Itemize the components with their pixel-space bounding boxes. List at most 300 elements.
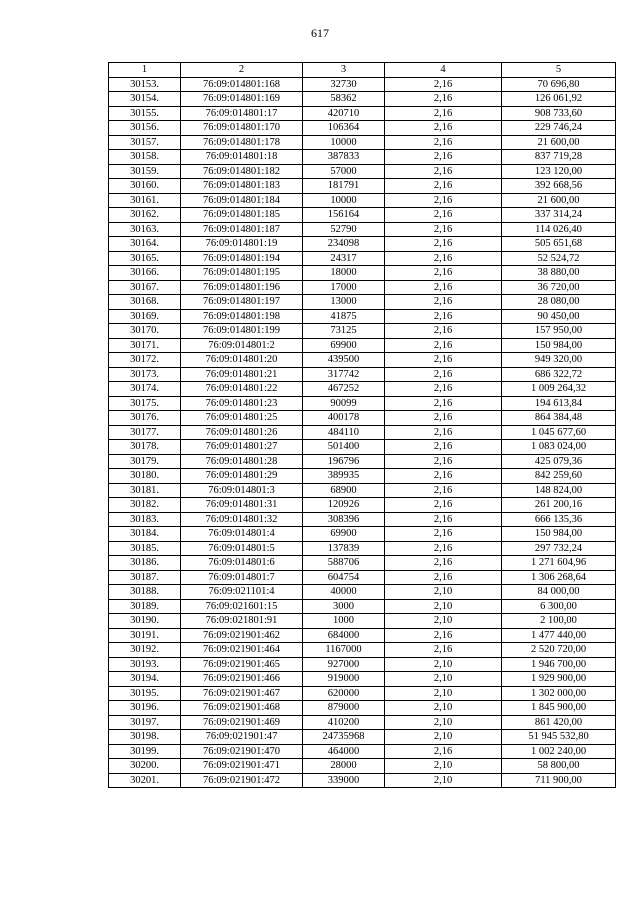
table-row: [109, 164, 616, 179]
table-row: [109, 672, 616, 687]
area-cell: 339000: [303, 773, 385, 788]
area-cell: 106364: [303, 121, 385, 136]
rate-cell: 2,16: [385, 483, 502, 498]
cadastral-number-cell: 76:09:021601:15: [181, 599, 303, 614]
table-row: [109, 556, 616, 571]
value-cell: 837 719,28: [502, 150, 616, 165]
value-cell: 194 613,84: [502, 396, 616, 411]
area-cell: 420710: [303, 106, 385, 121]
row-number-cell: 30156.: [109, 121, 181, 136]
value-cell: 337 314,24: [502, 208, 616, 223]
area-cell: 40000: [303, 585, 385, 600]
value-cell: 505 651,68: [502, 237, 616, 252]
cadastral-number-cell: 76:09:014801:29: [181, 469, 303, 484]
row-number-cell: 30182.: [109, 498, 181, 513]
area-cell: 684000: [303, 628, 385, 643]
cadastral-number-cell: 76:09:014801:20: [181, 353, 303, 368]
table-row: [109, 715, 616, 730]
area-cell: 1000: [303, 614, 385, 629]
area-cell: 24317: [303, 251, 385, 266]
rate-cell: 2,16: [385, 643, 502, 658]
value-cell: 1 477 440,00: [502, 628, 616, 643]
rate-cell: 2,16: [385, 251, 502, 266]
rate-cell: 2,16: [385, 338, 502, 353]
rate-cell: 2,16: [385, 266, 502, 281]
value-cell: 70 696,80: [502, 77, 616, 92]
table-row: [109, 324, 616, 339]
row-number-cell: 30197.: [109, 715, 181, 730]
table-row: [109, 77, 616, 92]
rate-cell: 2,16: [385, 440, 502, 455]
rate-cell: 2,10: [385, 730, 502, 745]
value-cell: 1 302 000,00: [502, 686, 616, 701]
area-cell: 41875: [303, 309, 385, 324]
value-cell: 908 733,60: [502, 106, 616, 121]
column-header-3: 3: [303, 63, 385, 78]
row-number-cell: 30164.: [109, 237, 181, 252]
value-cell: 38 880,00: [502, 266, 616, 281]
rate-cell: 2,16: [385, 106, 502, 121]
cadastral-number-cell: 76:09:014801:183: [181, 179, 303, 194]
area-cell: 620000: [303, 686, 385, 701]
table-row: [109, 237, 616, 252]
value-cell: 1 271 604,96: [502, 556, 616, 571]
area-cell: 604754: [303, 570, 385, 585]
table-row: [109, 295, 616, 310]
area-cell: 484110: [303, 425, 385, 440]
cadastral-number-cell: 76:09:014801:194: [181, 251, 303, 266]
value-cell: 949 320,00: [502, 353, 616, 368]
area-cell: 17000: [303, 280, 385, 295]
cadastral-number-cell: 76:09:021901:469: [181, 715, 303, 730]
cadastral-number-cell: 76:09:014801:3: [181, 483, 303, 498]
cadastral-number-cell: 76:09:014801:18: [181, 150, 303, 165]
area-cell: 32730: [303, 77, 385, 92]
table-row: [109, 411, 616, 426]
area-cell: 927000: [303, 657, 385, 672]
rate-cell: 2,10: [385, 672, 502, 687]
value-cell: 2 100,00: [502, 614, 616, 629]
value-cell: 2 520 720,00: [502, 643, 616, 658]
cadastral-number-cell: 76:09:021901:471: [181, 759, 303, 774]
area-cell: 501400: [303, 440, 385, 455]
row-number-cell: 30199.: [109, 744, 181, 759]
table-row: [109, 135, 616, 150]
area-cell: 317742: [303, 367, 385, 382]
value-cell: 150 984,00: [502, 338, 616, 353]
area-cell: 137839: [303, 541, 385, 556]
cadastral-number-cell: 76:09:014801:169: [181, 92, 303, 107]
rate-cell: 2,16: [385, 179, 502, 194]
value-cell: 51 945 532,80: [502, 730, 616, 745]
column-header-1: 1: [109, 63, 181, 78]
value-cell: 1 009 264,32: [502, 382, 616, 397]
cadastral-number-cell: 76:09:014801:27: [181, 440, 303, 455]
row-number-cell: 30183.: [109, 512, 181, 527]
table-row: [109, 701, 616, 716]
row-number-cell: 30155.: [109, 106, 181, 121]
value-cell: 297 732,24: [502, 541, 616, 556]
table-row: [109, 92, 616, 107]
table-row: [109, 469, 616, 484]
rate-cell: 2,10: [385, 657, 502, 672]
row-number-cell: 30192.: [109, 643, 181, 658]
row-number-cell: 30159.: [109, 164, 181, 179]
area-cell: 410200: [303, 715, 385, 730]
value-cell: 666 135,36: [502, 512, 616, 527]
cadastral-number-cell: 76:09:014801:182: [181, 164, 303, 179]
rate-cell: 2,16: [385, 469, 502, 484]
rate-cell: 2,10: [385, 614, 502, 629]
row-number-cell: 30173.: [109, 367, 181, 382]
value-cell: 21 600,00: [502, 193, 616, 208]
area-cell: 58362: [303, 92, 385, 107]
cadastral-number-cell: 76:09:021901:470: [181, 744, 303, 759]
cadastral-number-cell: 76:09:014801:199: [181, 324, 303, 339]
row-number-cell: 30166.: [109, 266, 181, 281]
row-number-cell: 30200.: [109, 759, 181, 774]
area-cell: 196796: [303, 454, 385, 469]
table-row: [109, 208, 616, 223]
table-row: [109, 628, 616, 643]
rate-cell: 2,10: [385, 686, 502, 701]
value-cell: 686 322,72: [502, 367, 616, 382]
rate-cell: 2,16: [385, 454, 502, 469]
cadastral-number-cell: 76:09:021901:464: [181, 643, 303, 658]
value-cell: 6 300,00: [502, 599, 616, 614]
row-number-cell: 30188.: [109, 585, 181, 600]
row-number-cell: 30165.: [109, 251, 181, 266]
value-cell: 1 002 240,00: [502, 744, 616, 759]
table-row: [109, 614, 616, 629]
value-cell: 123 120,00: [502, 164, 616, 179]
value-cell: 1 946 700,00: [502, 657, 616, 672]
area-cell: 90099: [303, 396, 385, 411]
rate-cell: 2,16: [385, 744, 502, 759]
value-cell: 1 929 900,00: [502, 672, 616, 687]
row-number-cell: 30161.: [109, 193, 181, 208]
row-number-cell: 30185.: [109, 541, 181, 556]
value-cell: 36 720,00: [502, 280, 616, 295]
cadastral-number-cell: 76:09:014801:26: [181, 425, 303, 440]
row-number-cell: 30180.: [109, 469, 181, 484]
value-cell: 157 950,00: [502, 324, 616, 339]
row-number-cell: 30162.: [109, 208, 181, 223]
rate-cell: 2,16: [385, 425, 502, 440]
row-number-cell: 30184.: [109, 527, 181, 542]
table-row: [109, 338, 616, 353]
page-number: 617: [311, 26, 329, 40]
area-cell: 389935: [303, 469, 385, 484]
cadastral-number-cell: 76:09:014801:184: [181, 193, 303, 208]
table-row: [109, 309, 616, 324]
area-cell: 24735968: [303, 730, 385, 745]
header-row: [109, 63, 616, 78]
column-header-2: 2: [181, 63, 303, 78]
area-cell: 57000: [303, 164, 385, 179]
value-cell: 126 061,92: [502, 92, 616, 107]
value-cell: 864 384,48: [502, 411, 616, 426]
cadastral-number-cell: 76:09:014801:31: [181, 498, 303, 513]
row-number-cell: 30190.: [109, 614, 181, 629]
cadastral-number-cell: 76:09:014801:21: [181, 367, 303, 382]
value-cell: 84 000,00: [502, 585, 616, 600]
table-row: [109, 599, 616, 614]
value-cell: 1 045 677,60: [502, 425, 616, 440]
table-row: [109, 222, 616, 237]
area-cell: 181791: [303, 179, 385, 194]
rate-cell: 2,16: [385, 541, 502, 556]
area-cell: 73125: [303, 324, 385, 339]
table-row: [109, 570, 616, 585]
rate-cell: 2,16: [385, 208, 502, 223]
value-cell: 229 746,24: [502, 121, 616, 136]
row-number-cell: 30187.: [109, 570, 181, 585]
cadastral-number-cell: 76:09:021901:466: [181, 672, 303, 687]
value-cell: 150 984,00: [502, 527, 616, 542]
rate-cell: 2,16: [385, 295, 502, 310]
cadastral-number-cell: 76:09:014801:5: [181, 541, 303, 556]
table-row: [109, 353, 616, 368]
row-number-cell: 30163.: [109, 222, 181, 237]
rate-cell: 2,16: [385, 353, 502, 368]
table-row: [109, 150, 616, 165]
area-cell: 3000: [303, 599, 385, 614]
row-number-cell: 30172.: [109, 353, 181, 368]
table-row: [109, 498, 616, 513]
cadastral-number-cell: 76:09:014801:4: [181, 527, 303, 542]
rate-cell: 2,16: [385, 498, 502, 513]
area-cell: 308396: [303, 512, 385, 527]
cadastral-number-cell: 76:09:014801:196: [181, 280, 303, 295]
value-cell: 90 450,00: [502, 309, 616, 324]
area-cell: 467252: [303, 382, 385, 397]
cadastral-number-cell: 76:09:014801:2: [181, 338, 303, 353]
row-number-cell: 30195.: [109, 686, 181, 701]
table-row: [109, 512, 616, 527]
table-row: [109, 382, 616, 397]
table-row: [109, 643, 616, 658]
rate-cell: 2,16: [385, 367, 502, 382]
value-cell: 261 200,16: [502, 498, 616, 513]
column-header-5: 5: [502, 63, 616, 78]
row-number-cell: 30178.: [109, 440, 181, 455]
row-number-cell: 30189.: [109, 599, 181, 614]
table-row: [109, 266, 616, 281]
rate-cell: 2,16: [385, 77, 502, 92]
rate-cell: 2,10: [385, 599, 502, 614]
value-cell: 861 420,00: [502, 715, 616, 730]
area-cell: 464000: [303, 744, 385, 759]
value-cell: 21 600,00: [502, 135, 616, 150]
row-number-cell: 30157.: [109, 135, 181, 150]
area-cell: 13000: [303, 295, 385, 310]
cadastral-number-cell: 76:09:014801:19: [181, 237, 303, 252]
cadastral-number-cell: 76:09:021901:472: [181, 773, 303, 788]
rate-cell: 2,10: [385, 773, 502, 788]
row-number-cell: 30196.: [109, 701, 181, 716]
table-row: [109, 527, 616, 542]
area-cell: 879000: [303, 701, 385, 716]
value-cell: 1 845 900,00: [502, 701, 616, 716]
value-cell: 114 026,40: [502, 222, 616, 237]
area-cell: 120926: [303, 498, 385, 513]
cadastral-number-cell: 76:09:014801:17: [181, 106, 303, 121]
table-header: [109, 63, 616, 78]
area-cell: 69900: [303, 527, 385, 542]
area-cell: 69900: [303, 338, 385, 353]
row-number-cell: 30175.: [109, 396, 181, 411]
row-number-cell: 30169.: [109, 309, 181, 324]
rate-cell: 2,16: [385, 628, 502, 643]
rate-cell: 2,10: [385, 701, 502, 716]
row-number-cell: 30167.: [109, 280, 181, 295]
value-cell: 52 524,72: [502, 251, 616, 266]
value-cell: 711 900,00: [502, 773, 616, 788]
row-number-cell: 30170.: [109, 324, 181, 339]
cadastral-number-cell: 76:09:021901:467: [181, 686, 303, 701]
cadastral-number-cell: 76:09:014801:23: [181, 396, 303, 411]
table-row: [109, 193, 616, 208]
row-number-cell: 30171.: [109, 338, 181, 353]
rate-cell: 2,16: [385, 411, 502, 426]
table-row: [109, 440, 616, 455]
rate-cell: 2,16: [385, 324, 502, 339]
rate-cell: 2,16: [385, 222, 502, 237]
cadastral-number-cell: 76:09:014801:25: [181, 411, 303, 426]
table-row: [109, 396, 616, 411]
rate-cell: 2,16: [385, 193, 502, 208]
area-cell: 18000: [303, 266, 385, 281]
table-row: [109, 541, 616, 556]
cadastral-number-cell: 76:09:014801:168: [181, 77, 303, 92]
table-row: [109, 251, 616, 266]
cadastral-number-cell: 76:09:014801:178: [181, 135, 303, 150]
rate-cell: 2,10: [385, 715, 502, 730]
table-body: [109, 77, 616, 788]
table-row: [109, 121, 616, 136]
value-cell: 842 259,60: [502, 469, 616, 484]
area-cell: 10000: [303, 193, 385, 208]
rate-cell: 2,16: [385, 382, 502, 397]
table-row: [109, 106, 616, 121]
table-row: [109, 425, 616, 440]
cadastral-number-cell: 76:09:021101:4: [181, 585, 303, 600]
cadastral-number-cell: 76:09:021901:468: [181, 701, 303, 716]
row-number-cell: 30201.: [109, 773, 181, 788]
row-number-cell: 30181.: [109, 483, 181, 498]
cadastral-number-cell: 76:09:021901:462: [181, 628, 303, 643]
rate-cell: 2,10: [385, 585, 502, 600]
area-cell: 10000: [303, 135, 385, 150]
cadastral-number-cell: 76:09:014801:187: [181, 222, 303, 237]
rate-cell: 2,16: [385, 121, 502, 136]
row-number-cell: 30177.: [109, 425, 181, 440]
area-cell: 387833: [303, 150, 385, 165]
row-number-cell: 30193.: [109, 657, 181, 672]
value-cell: 58 800,00: [502, 759, 616, 774]
cadastral-number-cell: 76:09:014801:32: [181, 512, 303, 527]
rate-cell: 2,16: [385, 309, 502, 324]
area-cell: 68900: [303, 483, 385, 498]
area-cell: 52790: [303, 222, 385, 237]
table-row: [109, 759, 616, 774]
rate-cell: 2,16: [385, 237, 502, 252]
rate-cell: 2,16: [385, 150, 502, 165]
cadastral-number-cell: 76:09:014801:197: [181, 295, 303, 310]
rate-cell: 2,16: [385, 92, 502, 107]
cadastral-number-cell: 76:09:014801:198: [181, 309, 303, 324]
area-cell: 919000: [303, 672, 385, 687]
cadastral-number-cell: 76:09:014801:185: [181, 208, 303, 223]
table-row: [109, 585, 616, 600]
cadastral-number-cell: 76:09:014801:22: [181, 382, 303, 397]
row-number-cell: 30154.: [109, 92, 181, 107]
value-cell: 425 079,36: [502, 454, 616, 469]
rate-cell: 2,16: [385, 164, 502, 179]
table-row: [109, 744, 616, 759]
row-number-cell: 30198.: [109, 730, 181, 745]
cadastral-number-cell: 76:09:021901:465: [181, 657, 303, 672]
cadastral-number-cell: 76:09:014801:28: [181, 454, 303, 469]
area-cell: 439500: [303, 353, 385, 368]
area-cell: 28000: [303, 759, 385, 774]
cadastral-number-cell: 76:09:014801:7: [181, 570, 303, 585]
area-cell: 1167000: [303, 643, 385, 658]
area-cell: 156164: [303, 208, 385, 223]
row-number-cell: 30179.: [109, 454, 181, 469]
row-number-cell: 30158.: [109, 150, 181, 165]
value-cell: 28 080,00: [502, 295, 616, 310]
area-cell: 234098: [303, 237, 385, 252]
table-row: [109, 773, 616, 788]
cadastral-number-cell: 76:09:021901:47: [181, 730, 303, 745]
row-number-cell: 30186.: [109, 556, 181, 571]
row-number-cell: 30174.: [109, 382, 181, 397]
cadastral-number-cell: 76:09:021801:91: [181, 614, 303, 629]
value-cell: 1 083 024,00: [502, 440, 616, 455]
rate-cell: 2,16: [385, 556, 502, 571]
cadastral-number-cell: 76:09:014801:170: [181, 121, 303, 136]
table-row: [109, 686, 616, 701]
value-cell: 392 668,56: [502, 179, 616, 194]
rate-cell: 2,16: [385, 280, 502, 295]
area-cell: 588706: [303, 556, 385, 571]
rate-cell: 2,16: [385, 570, 502, 585]
table-row: [109, 280, 616, 295]
rate-cell: 2,10: [385, 759, 502, 774]
row-number-cell: 30160.: [109, 179, 181, 194]
table-row: [109, 367, 616, 382]
rate-cell: 2,16: [385, 512, 502, 527]
row-number-cell: 30168.: [109, 295, 181, 310]
value-cell: 1 306 268,64: [502, 570, 616, 585]
area-cell: 400178: [303, 411, 385, 426]
table-row: [109, 657, 616, 672]
table-row: [109, 730, 616, 745]
table-row: [109, 454, 616, 469]
rate-cell: 2,16: [385, 396, 502, 411]
table-row: [109, 483, 616, 498]
row-number-cell: 30191.: [109, 628, 181, 643]
value-cell: 148 824,00: [502, 483, 616, 498]
row-number-cell: 30153.: [109, 77, 181, 92]
rate-cell: 2,16: [385, 135, 502, 150]
rate-cell: 2,16: [385, 527, 502, 542]
table-row: [109, 179, 616, 194]
cadastral-number-cell: 76:09:014801:6: [181, 556, 303, 571]
row-number-cell: 30194.: [109, 672, 181, 687]
